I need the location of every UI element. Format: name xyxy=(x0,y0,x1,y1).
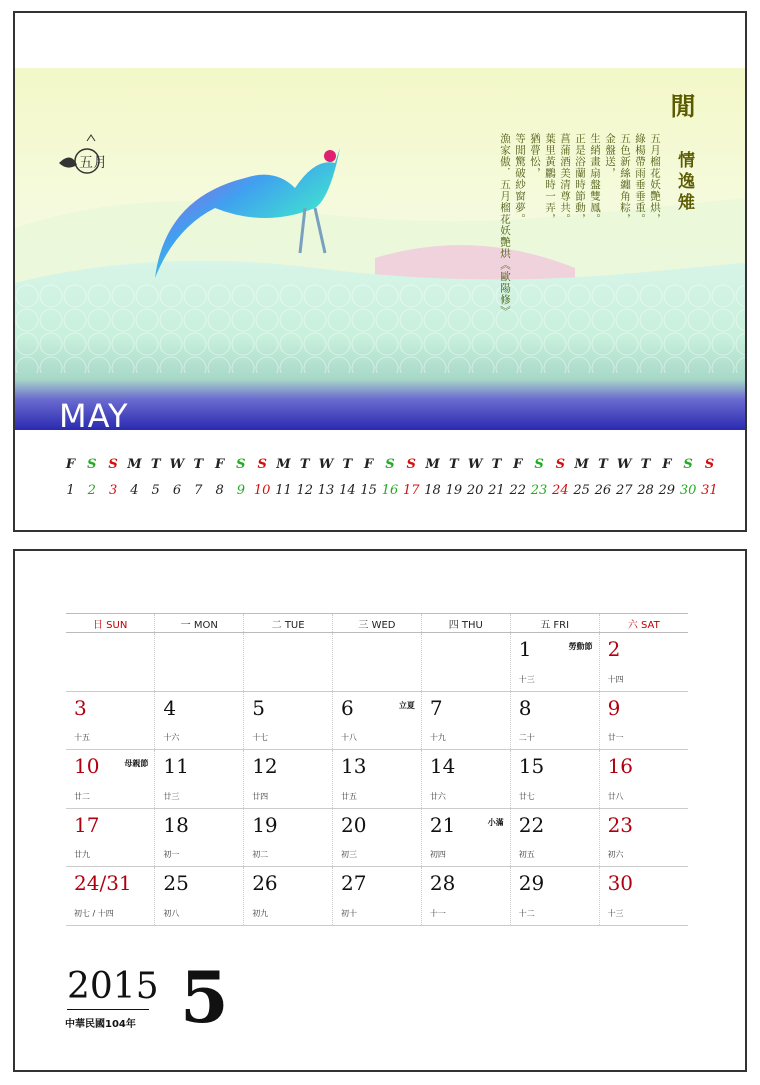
day-number: 26 xyxy=(252,871,278,895)
day-cell xyxy=(421,691,510,750)
roc-year-label: 中華民國104年 xyxy=(65,1019,136,1030)
day-number: 30 xyxy=(607,871,634,895)
day-cell xyxy=(599,808,688,867)
weekday-header: 五 FRI xyxy=(510,614,599,633)
day-number: 29 xyxy=(518,871,545,895)
month-calendar-grid xyxy=(66,613,688,926)
day-number: 24 xyxy=(552,483,569,498)
poem-line: 漁家傲．五月榴花妖艷烘《歐陽修》 xyxy=(499,133,511,317)
weekday-letter: W xyxy=(616,457,632,472)
poem-text xyxy=(498,133,661,333)
day-cell xyxy=(421,808,510,867)
weekday-letter: W xyxy=(318,457,334,472)
lunar-date: 初二 xyxy=(252,850,269,859)
day-cell xyxy=(333,808,422,867)
day-number: 2 xyxy=(87,483,96,498)
lunar-date: 十三 xyxy=(607,908,624,918)
day-number: 1 xyxy=(518,637,532,661)
day-number: 13 xyxy=(341,754,367,778)
day-number: 15 xyxy=(360,483,377,498)
lunar-date: 初十 xyxy=(341,908,358,918)
weekday-letter: S xyxy=(406,457,416,472)
month-number: 5 xyxy=(180,956,229,1039)
day-number: 10 xyxy=(74,754,100,778)
year-divider xyxy=(67,1009,149,1010)
day-cell xyxy=(421,750,510,809)
day-cell xyxy=(155,808,244,867)
day-cell xyxy=(333,691,422,750)
day-cell xyxy=(155,867,244,926)
day-number: 4 xyxy=(130,483,139,498)
lunar-date: 初一 xyxy=(163,850,180,859)
day-number: 30 xyxy=(679,483,697,498)
day-cell xyxy=(155,750,244,809)
week-row xyxy=(66,633,688,692)
weekday-header: 一 MON xyxy=(155,614,244,633)
lunar-date: 十一 xyxy=(429,908,446,918)
weekday-letter: S xyxy=(683,457,693,472)
weekday-header-row xyxy=(66,614,688,633)
day-number: 18 xyxy=(424,483,441,498)
day-cell xyxy=(510,808,599,867)
poem-line: 生綃畫扇盤雙鳳。 xyxy=(589,133,601,225)
weekday-header: 六 SAT xyxy=(599,614,688,633)
lunar-date: 初九 xyxy=(252,908,269,918)
poem-line: 葉里黃鸝時一弄， xyxy=(544,133,556,225)
day-cell xyxy=(333,867,422,926)
day-number: 19 xyxy=(445,483,463,498)
day-cell xyxy=(244,750,333,809)
day-cell xyxy=(155,633,244,692)
day-number: 16 xyxy=(381,483,399,498)
lunar-date: 廿八 xyxy=(607,791,624,801)
lunar-date: 廿二 xyxy=(74,791,90,801)
lunar-date: 廿四 xyxy=(252,791,269,801)
day-number-strip xyxy=(60,483,720,498)
weekday-letter: S xyxy=(257,457,267,472)
lunar-date: 廿六 xyxy=(429,791,446,801)
lunar-date: 初四 xyxy=(429,850,446,859)
poem-subtitle: 情逸雉 xyxy=(674,151,694,214)
day-number: 12 xyxy=(252,754,278,778)
day-cell xyxy=(66,691,155,750)
weekday-letter: S xyxy=(555,457,566,472)
day-number: 17 xyxy=(74,812,100,837)
lunar-date: 十七 xyxy=(252,733,269,742)
day-number: 12 xyxy=(296,483,314,498)
day-cell xyxy=(66,750,155,809)
weekday-letter: S xyxy=(534,457,544,472)
weekday-letter: M xyxy=(127,457,142,472)
day-number: 16 xyxy=(607,754,634,778)
month-art-panel xyxy=(13,11,747,532)
lunar-date: 十三 xyxy=(518,674,535,684)
day-number: 22 xyxy=(509,483,526,498)
weekday-header: 三 WED xyxy=(333,614,422,633)
weekday-letter: S xyxy=(704,457,715,472)
day-cell xyxy=(421,633,510,692)
day-number: 23 xyxy=(530,483,548,498)
week-row xyxy=(66,750,688,809)
day-number: 15 xyxy=(518,754,545,778)
day-number: 11 xyxy=(275,483,292,498)
lunar-date: 廿一 xyxy=(607,733,624,742)
weekday-letter: M xyxy=(425,457,440,472)
weekday-letter: S xyxy=(236,457,246,472)
day-number: 29 xyxy=(658,483,676,498)
weekday-letter: S xyxy=(87,457,97,472)
weekday-header: 日 SUN xyxy=(66,614,155,633)
poem-line: 正是浴蘭時節動， xyxy=(574,133,586,225)
poem-line: 猶瞢忪， xyxy=(529,133,541,179)
day-number: 28 xyxy=(637,483,654,498)
poem-title: 閒 xyxy=(667,93,696,118)
poem-line: 等閒驚破紗窗夢。 xyxy=(514,133,526,225)
day-number: 19 xyxy=(252,812,278,837)
weekday-letter: M xyxy=(276,457,291,472)
day-number: 1 xyxy=(66,483,75,498)
lunar-date: 廿五 xyxy=(341,791,358,801)
weekday-letter: M xyxy=(574,457,589,472)
week-row xyxy=(66,867,688,926)
weekday-letter: F xyxy=(214,457,225,472)
weekday-letter-strip xyxy=(60,457,720,472)
day-number: 17 xyxy=(402,483,420,498)
weekday-header: 二 TUE xyxy=(244,614,333,633)
weekday-letter: W xyxy=(169,457,185,472)
lunar-date: 初五 xyxy=(518,850,535,859)
day-number: 9 xyxy=(236,483,246,498)
day-number: 25 xyxy=(573,483,590,498)
weekday-letter: T xyxy=(640,457,651,472)
weekday-letter: W xyxy=(467,457,483,472)
day-cell xyxy=(421,867,510,926)
holiday-label: 母親節 xyxy=(124,759,149,768)
day-cell xyxy=(66,808,155,867)
week-row xyxy=(66,808,688,867)
holiday-label: 小滿 xyxy=(487,817,504,827)
month-label: MAY xyxy=(59,397,129,435)
weekday-letter: T xyxy=(598,457,608,472)
weekday-letter: F xyxy=(662,457,672,472)
holiday-label: 勞動節 xyxy=(568,642,593,651)
day-number: 2 xyxy=(607,637,621,661)
day-cell xyxy=(599,750,688,809)
weekday-letter: T xyxy=(193,457,204,472)
day-number: 4 xyxy=(163,695,177,720)
day-cell xyxy=(155,691,244,750)
weekday-letter: S xyxy=(108,457,118,472)
lunar-date: 初七 / 十四 xyxy=(74,908,114,918)
weekday-letter: T xyxy=(150,457,161,472)
day-cell xyxy=(510,867,599,926)
poem-line: 金盤送， xyxy=(604,133,616,179)
weekday-letter: F xyxy=(65,457,76,472)
lunar-date: 十五 xyxy=(74,733,90,742)
day-number: 25 xyxy=(163,871,189,895)
day-number: 27 xyxy=(341,871,367,895)
weekday-letter: T xyxy=(491,457,502,472)
day-cell xyxy=(599,691,688,750)
day-number: 20 xyxy=(466,483,484,498)
poem-line: 菖蒲酒美清尊共。 xyxy=(559,133,571,225)
day-number: 21 xyxy=(429,812,456,837)
poem-line: 綠楊帶雨垂垂重。 xyxy=(634,133,646,225)
day-number: 6 xyxy=(341,695,354,720)
poem-line: 五色新絲纏角粽， xyxy=(619,133,631,225)
day-cell xyxy=(66,633,155,692)
month-emblem-char: 五月 xyxy=(79,155,107,171)
day-cell xyxy=(66,867,155,926)
year-label: 2015 xyxy=(67,966,159,1007)
lunar-date: 二十 xyxy=(518,733,535,742)
day-number: 28 xyxy=(429,871,456,895)
day-number: 27 xyxy=(615,483,633,498)
day-number: 18 xyxy=(163,812,189,837)
day-number: 8 xyxy=(518,695,532,720)
lunar-date: 十八 xyxy=(341,733,358,742)
day-cell xyxy=(244,867,333,926)
weekday-letter: F xyxy=(513,457,523,472)
day-number: 11 xyxy=(163,754,189,778)
day-number: 7 xyxy=(429,695,443,720)
day-number: 5 xyxy=(252,695,265,720)
weekday-letter: S xyxy=(385,457,395,472)
day-number: 3 xyxy=(108,483,118,498)
day-number: 7 xyxy=(194,483,203,498)
day-number: 23 xyxy=(607,812,634,837)
weekday-letter: T xyxy=(299,457,310,472)
day-cell xyxy=(244,808,333,867)
day-cell xyxy=(333,633,422,692)
lunar-date: 十二 xyxy=(518,908,535,918)
day-cell xyxy=(510,750,599,809)
day-cell xyxy=(510,633,599,692)
day-number: 6 xyxy=(172,483,182,498)
day-number: 24/31 xyxy=(74,871,132,895)
day-number: 14 xyxy=(429,754,456,778)
lunar-date: 廿七 xyxy=(518,791,535,801)
holiday-label: 立夏 xyxy=(398,700,415,710)
lunar-date: 十九 xyxy=(429,733,446,742)
lunar-date: 初六 xyxy=(607,850,624,859)
weekday-letter: T xyxy=(449,457,459,472)
week-row xyxy=(66,691,688,750)
lunar-date: 十六 xyxy=(163,733,180,742)
weekday-letter: F xyxy=(364,457,374,472)
weekday-letter: T xyxy=(342,457,353,472)
day-number: 13 xyxy=(317,483,335,498)
day-cell xyxy=(599,633,688,692)
day-number: 14 xyxy=(339,483,356,498)
weekday-header: 四 THU xyxy=(421,614,510,633)
day-number: 22 xyxy=(518,812,545,837)
day-cell xyxy=(599,867,688,926)
lunar-date: 初三 xyxy=(341,850,358,859)
lunar-date: 廿三 xyxy=(163,791,180,801)
day-cell xyxy=(333,750,422,809)
day-number: 31 xyxy=(701,483,718,498)
day-cell xyxy=(244,633,333,692)
lunar-date: 十四 xyxy=(607,674,624,684)
day-number: 3 xyxy=(74,695,87,720)
day-number: 20 xyxy=(341,812,367,837)
day-number: 5 xyxy=(151,483,160,498)
day-cell xyxy=(244,691,333,750)
lunar-date: 廿九 xyxy=(74,850,90,859)
day-number: 21 xyxy=(488,483,505,498)
day-number: 10 xyxy=(253,483,271,498)
lunar-date: 初八 xyxy=(163,908,180,918)
day-cell xyxy=(510,691,599,750)
day-number: 26 xyxy=(594,483,612,498)
day-number: 8 xyxy=(215,483,224,498)
calendar-panel xyxy=(13,549,747,1072)
poem-line: 五月榴花妖艷烘， xyxy=(649,133,661,225)
day-number: 9 xyxy=(607,695,621,720)
month-emblem-icon xyxy=(55,131,115,205)
